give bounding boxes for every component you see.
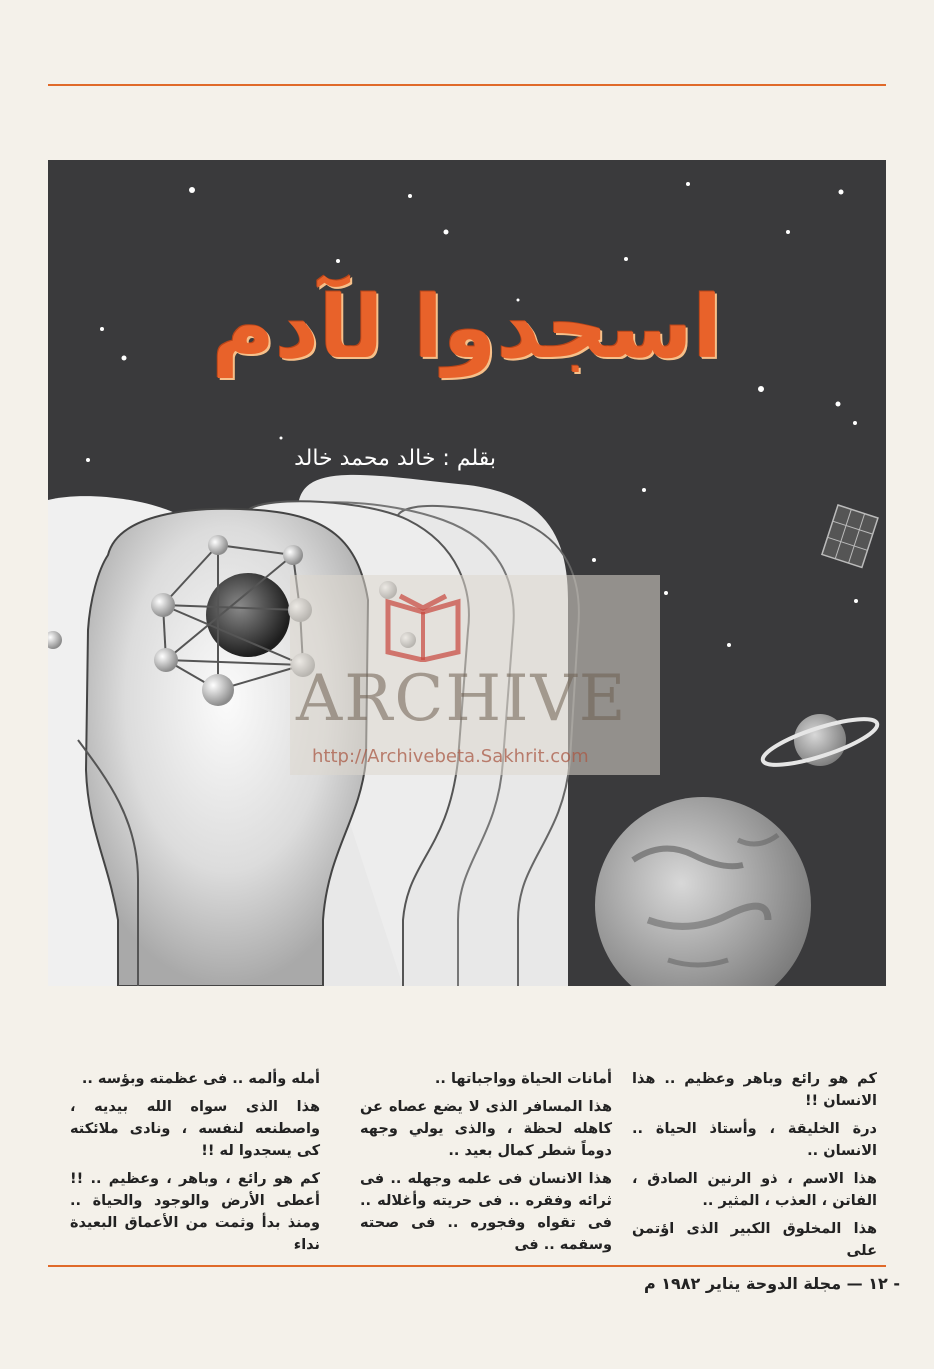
text-column-3 — [70, 1068, 320, 1262]
paragraph: هذا الانسان فى علمه وجهله .. فى ثرائه وفقره .. فى حريته وأغلاله .. فى تقواه وفجوره .. فى صحته وسقمه .. فى — [360, 1171, 612, 1253]
watermark-url: http://Archivebeta.Sakhrit.com — [312, 746, 589, 767]
paragraph: هذا المسافر الذى لا يضع عصاه عن كاهله لحظة ، والذى يولي وجهه دوماً شطر كمال بعيد .. — [360, 1099, 612, 1159]
paragraph: كم هو رائع ، وباهر ، وعظيم .. !! أعطى الأرض والوجود والحياة .. ومنذ بدأ وثمت من الأعماق البعيدة نداء — [70, 1171, 320, 1253]
author-byline: بقلم : خالد محمد خالد — [294, 446, 496, 471]
article-title: اسجدوا لآدم — [211, 278, 723, 378]
book-icon — [378, 592, 468, 662]
paragraph: أمانات الحياة وواجباتها .. — [434, 1071, 612, 1087]
page-footer: - ١٢ — مجلة الدوحة يناير ١٩٨٢ م — [643, 1274, 900, 1293]
satellite-panel — [822, 505, 878, 567]
bottom-rule — [48, 1265, 886, 1267]
text-column-1 — [632, 1068, 877, 1268]
hero-illustration — [48, 160, 886, 986]
paragraph: كم هو رائع وباهر وعظيم .. هذا الانسان !! — [632, 1071, 877, 1109]
paragraph: هذا الذى سواه الله بيديه ، واصطنعه لنفسه ، ونادى ملائكته كى يسجدوا له !! — [70, 1099, 320, 1159]
large-planet — [595, 797, 811, 986]
paragraph: درة الخليقة ، وأستاذ الحياة .. الانسان .. — [632, 1121, 877, 1159]
top-rule — [48, 84, 886, 86]
watermark-brand: ARCHIVE — [296, 662, 628, 736]
paragraph: أمله وألمه .. فى عظمته وبؤسه .. — [81, 1071, 320, 1087]
saturn-planet — [759, 710, 882, 774]
paragraph: هذا المخلوق الكبير الذى اؤتمن على — [632, 1221, 877, 1259]
text-column-2 — [360, 1068, 612, 1262]
paragraph: هذا الاسم ، ذو الرنين الصادق ، الفاتن ، العذب ، المثير .. — [632, 1171, 877, 1209]
